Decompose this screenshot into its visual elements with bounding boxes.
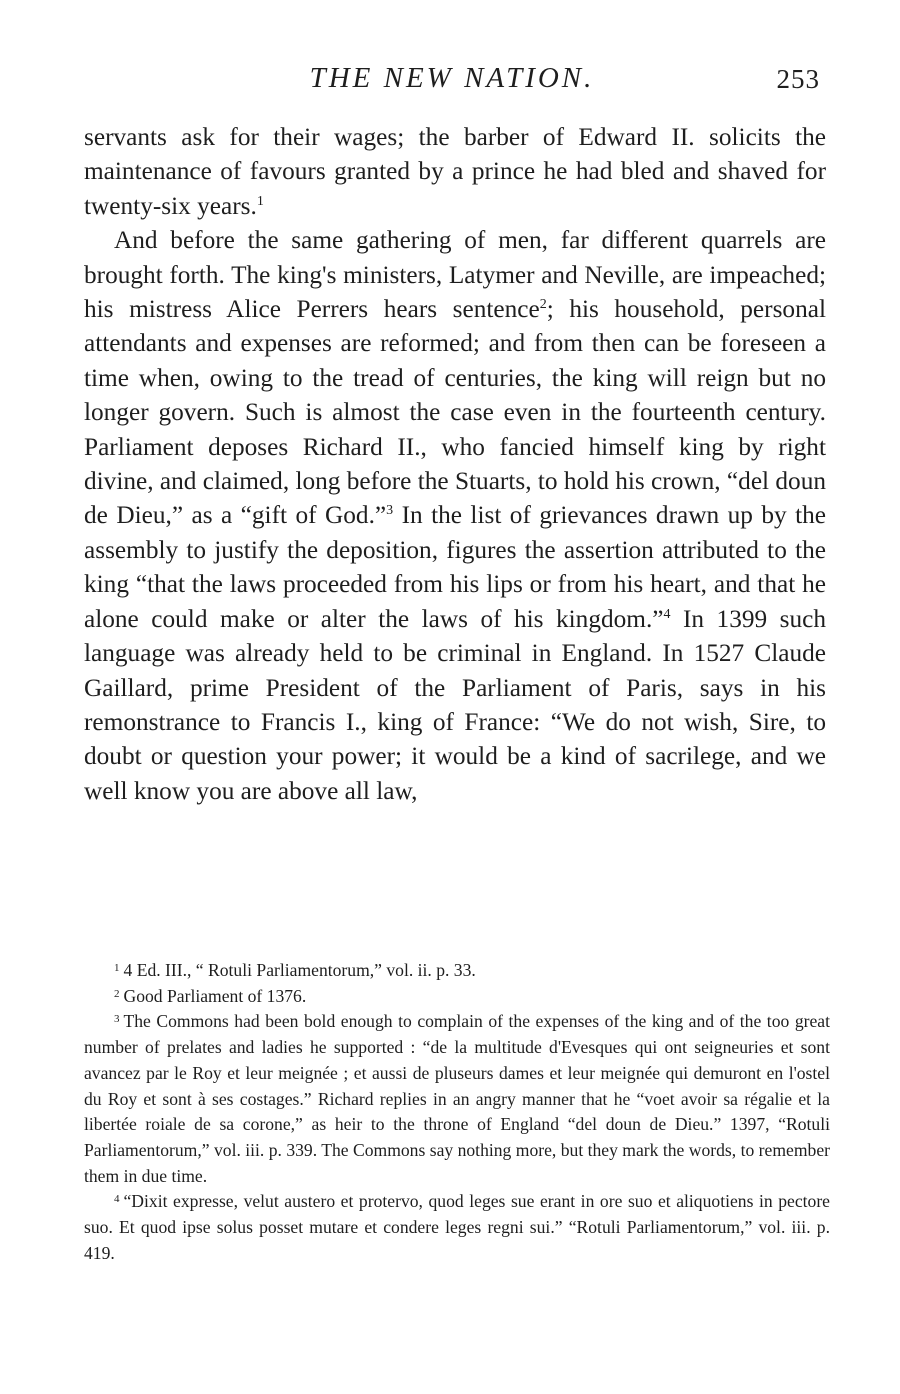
- footnote-1: [84, 958, 830, 984]
- page-header: [84, 62, 820, 102]
- footnote-3-mark: 3: [114, 1013, 120, 1026]
- footnote-4-text: “Dixit expresse, velut austero et protervo, quod leges sue erant in ore suo et aliquotiens in pectore suo. Et quod ipse solus posset mutare et condere leges regni sui.” “Rotuli Parliamentorum,” vol. iii. p. 419.: [84, 1191, 830, 1263]
- footnote-2: [84, 984, 830, 1010]
- footnote-3: [84, 1009, 830, 1189]
- paragraph-2-segment-1: And before the same gathering of men, far different quarrels are brought forth. The king's ministers, Latymer and Neville, are impeached; his mistress Alice Perrers hears sentence: [84, 226, 826, 324]
- footnote-ref-3: 3: [386, 503, 394, 519]
- paragraph-2: [84, 223, 826, 808]
- footnote-ref-4: 4: [663, 606, 671, 622]
- footnote-1-mark: 1: [114, 962, 120, 974]
- paragraph-2-segment-4: In 1399 such language was already held to be criminal in England. In 1527 Claude Gaillard, prime President of the Parliament of Paris, says in his remonstrance to Francis I., king of France: “We do not wish, Sire, to doubt or question your power; it would be a kind of sacrilege, and we well know you are above all law,: [84, 604, 826, 805]
- footnote-4-mark: 4: [114, 1193, 120, 1206]
- footnotes: [84, 958, 830, 1266]
- paragraph-2-segment-2: ; his household, personal attendants and expenses are reformed; and from then can be foreseen a time when, owing to the tread of centuries, the king will reign but no longer govern. Such is almost the case even in the fourteenth century. Parliament deposes Richard II., who fancied himself king by right divine, and claimed, long before the Stuarts, to hold his crown, “del doun de Dieu,” as a “gift of God.”: [84, 295, 826, 530]
- footnote-2-mark: 2: [114, 987, 120, 1000]
- paragraph-1: [84, 120, 826, 223]
- footnote-3-text: The Commons had been bold enough to complain of the expenses of the king and of the too great number of prelates and ladies he supported : “de la multitude d'Evesques qui ont seigneuries et sont avancez par le Roy et leur meignée ; et aussi de pluseurs dames et leur meignée qui demuront en l'ostel du Roy et sont à ses costages.” Richard replies in an angry manner that he “voet avoir sa régalie et la libertée roiale de sa corone,” as heir to the throne of England “del doun de Dieu.” 1397, “Rotuli Parliamentorum,” vol. iii. p. 339. The Commons say nothing more, but they mark the words, to remember them in due time.: [84, 1011, 830, 1186]
- paragraph-2-segment-3: In the list of grievances drawn up by the assembly to justify the deposition, figures the assertion attributed to the king “that the laws proceeded from his lips or from his heart, and that he alone could make or alter the laws of his kingdom.”: [84, 501, 826, 633]
- footnote-ref-1: 1: [256, 193, 264, 209]
- footnote-1-text: 4 Ed. III., “ Rotuli Parliamentorum,” vol. ii. p. 33.: [123, 960, 476, 980]
- main-text: [84, 120, 826, 808]
- footnote-ref-2: 2: [539, 297, 547, 313]
- running-title: THE NEW NATION.: [309, 62, 595, 94]
- footnote-2-text: Good Parliament of 1376.: [123, 985, 307, 1006]
- page-number: 253: [776, 64, 820, 94]
- footnote-4: [84, 1189, 830, 1266]
- paragraph-1-text: servants ask for their wages; the barber of Edward II. solicits the maintenance of favours granted by a prince he had bled and shaved for twenty-six years.: [84, 123, 826, 220]
